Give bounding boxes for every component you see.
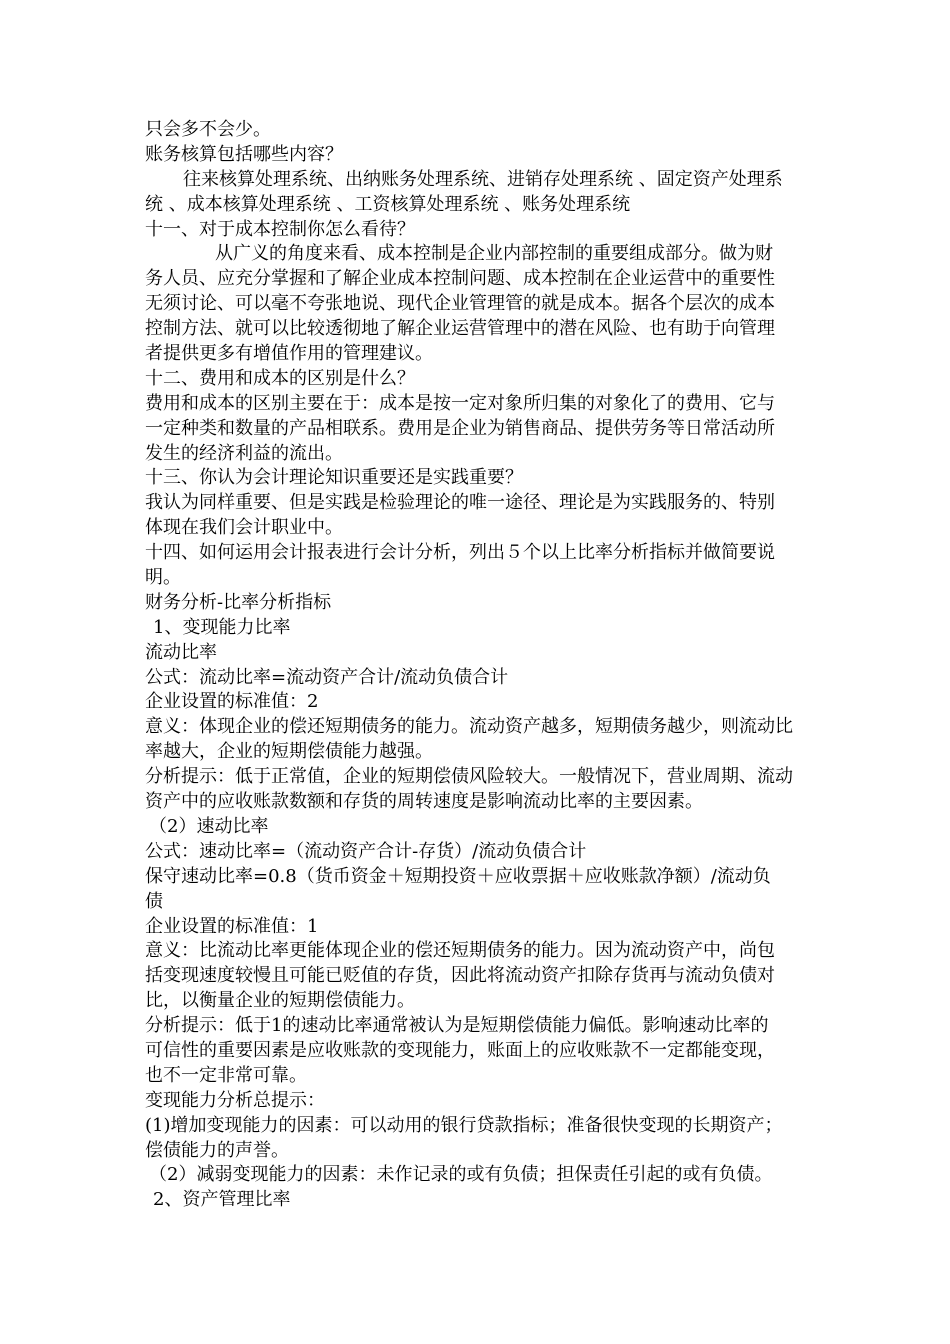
text-line: 分析提示：低于正常值，企业的短期偿债风险较大。一般情况下，营业周期、流动: [145, 766, 793, 788]
question-heading: 十三、你认为会计理论知识重要还是实践重要？: [145, 467, 523, 489]
question-heading: 账务核算包括哪些内容？: [145, 143, 343, 165]
text-line: 分析提示：低于1的速动比率通常被认为是短期偿债能力偏低。影响速动比率的: [145, 1015, 769, 1037]
text-line: 往来核算处理系统、出纳账务处理系统、进销存处理系统 、固定资产处理系: [183, 168, 783, 190]
text-line: 意义：体现企业的偿还短期债务的能力。流动资产越多，短期债务越少，则流动比: [145, 716, 793, 738]
text-line: (1)增加变现能力的因素：可以动用的银行贷款指标；准备很快变现的长期资产；: [145, 1114, 783, 1136]
formula-line: 公式：速动比率=（流动资产合计-存货）/流动负债合计: [145, 840, 587, 862]
text-line: 务人员、应充分掌握和了解企业成本控制问题、成本控制在企业运营中的重要性: [145, 268, 775, 290]
section-title: 财务分析-比率分析指标: [145, 591, 332, 613]
text-line: 率越大，企业的短期偿债能力越强。: [145, 741, 433, 763]
text-line: 资产中的应收账款数额和存货的周转速度是影响流动比率的主要因素。: [145, 791, 703, 813]
text-line: 也不一定非常可靠。: [145, 1064, 307, 1086]
text-line: 变现能力分析总提示：: [145, 1089, 325, 1111]
text-line: 偿债能力的声誉。: [145, 1139, 289, 1161]
question-heading: 十四、如何运用会计报表进行会计分析，列出５个以上比率分析指标并做简要说: [145, 542, 775, 564]
text-line: 一定种类和数量的产品相联系。费用是企业为销售商品、提供劳务等日常活动所: [145, 417, 775, 439]
text-line: 只会多不会少。: [145, 119, 271, 140]
text-line: 企业设置的标准值：1: [145, 915, 319, 937]
text-line: 体现在我们会计职业中。: [145, 517, 343, 539]
text-line: 我认为同样重要、但是实践是检验理论的唯一途径、理论是为实践服务的、特别: [145, 492, 775, 514]
subsection-title: （2）速动比率: [149, 815, 269, 837]
text-line: 从广义的角度来看、成本控制是企业内部控制的重要组成部分。做为财: [215, 243, 773, 265]
text-line: 明。: [145, 567, 181, 589]
text-line: 债: [145, 890, 163, 912]
document-body: [145, 118, 815, 1213]
text-line: 统 、成本核算处理系统 、工资核算处理系统 、账务处理系统: [145, 193, 631, 215]
formula-line: 保守速动比率=0.8（货币资金＋短期投资＋应收票据＋应收账款净额）/流动负: [145, 865, 771, 887]
text-line: 括变现速度较慢且可能已贬值的存货，因此将流动资产扣除存货再与流动负债对: [145, 965, 775, 987]
text-line: （2）减弱变现能力的因素：未作记录的或有负债；担保责任引起的或有负债。: [149, 1164, 773, 1186]
text-line: 流动比率: [145, 641, 217, 663]
subsection-title: 2、资产管理比率: [153, 1189, 291, 1211]
text-line: 企业设置的标准值：2: [145, 691, 319, 713]
text-line: 无须讨论、可以毫不夸张地说、现代企业管理管的就是成本。据各个层次的成本: [145, 293, 775, 315]
question-heading: 十一、对于成本控制你怎么看待？: [145, 218, 415, 240]
text-line: 意义：比流动比率更能体现企业的偿还短期债务的能力。因为流动资产中，尚包: [145, 940, 775, 962]
subsection-title: 1、变现能力比率: [153, 616, 291, 638]
formula-line: 公式：流动比率=流动资产合计/流动负债合计: [145, 666, 509, 688]
text-line: 者提供更多有增值作用的管理建议。: [145, 343, 433, 365]
text-line: 控制方法、就可以比较透彻地了解企业运营管理中的潜在风险、也有助于向管理: [145, 318, 775, 340]
text-line: 可信性的重要因素是应收账款的变现能力，账面上的应收账款不一定都能变现，: [145, 1039, 775, 1061]
text-line: 比，以衡量企业的短期偿债能力。: [145, 990, 415, 1012]
text-line: 发生的经济利益的流出。: [145, 442, 343, 464]
question-heading: 十二、费用和成本的区别是什么？: [145, 367, 415, 389]
text-line: 费用和成本的区别主要在于：成本是按一定对象所归集的对象化了的费用、它与: [145, 392, 775, 414]
